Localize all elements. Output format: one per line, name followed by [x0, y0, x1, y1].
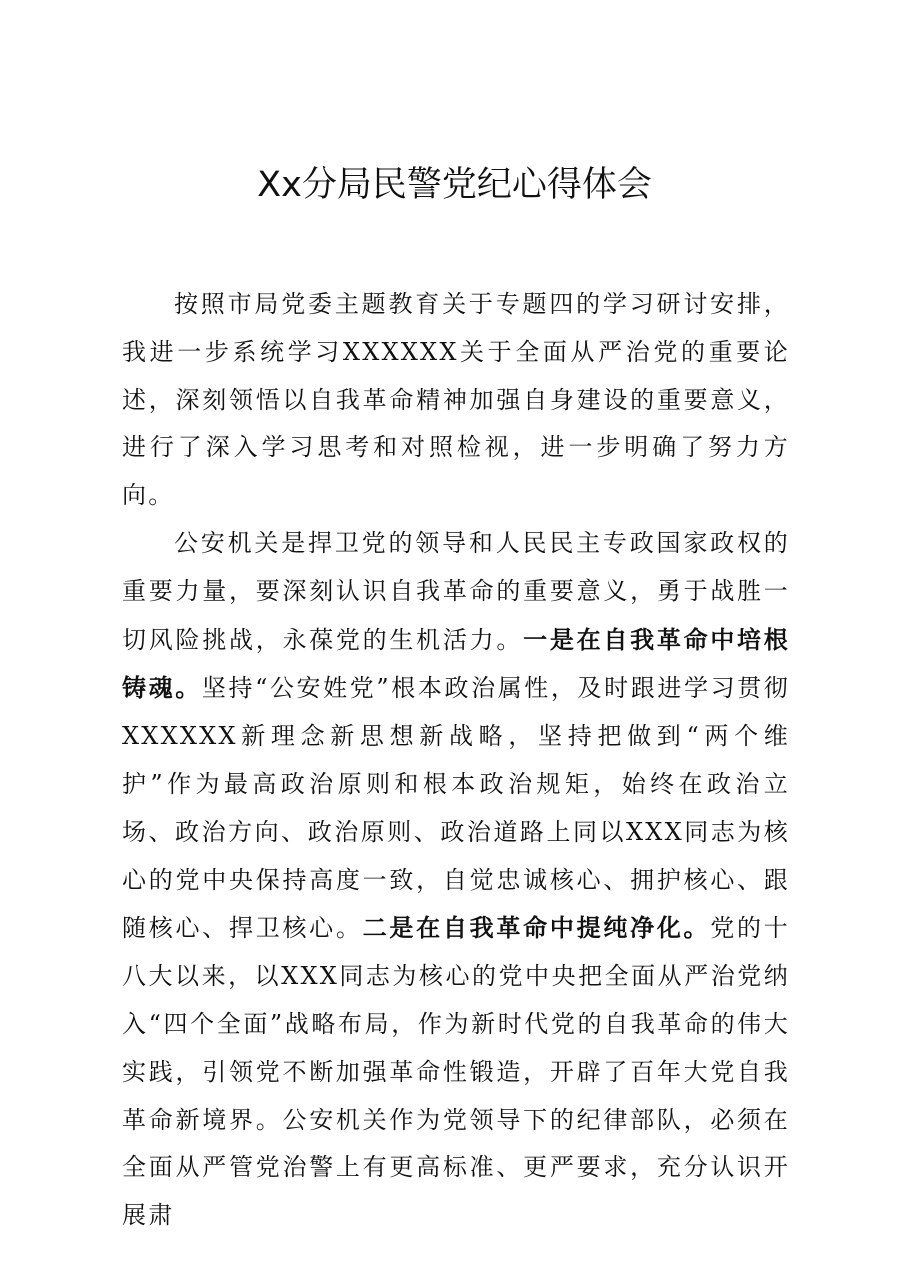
document-body	[122, 281, 790, 1240]
paragraph-2-heading-second: 二是在自我革命中提纯净化。	[362, 913, 711, 943]
paragraph-1-text: 按照市局党委主题教育关于专题四的学习研讨安排，我进一步系统学习XXXXXX关于全面从严治党的重要论述，深刻领悟以自我革命精神加强自身建设的重要意义，进行了深入学习思考和对照检视，进一步明确了努力方向。	[122, 290, 790, 510]
paragraph-1	[122, 281, 790, 520]
paragraph-2	[122, 520, 790, 1240]
paragraph-2-heading-first: 一是在自我革命中培根铸魂。	[122, 624, 790, 703]
paragraph-2-text-first: 坚持“公安姓党”根本政治属性，及时跟进学习贯彻XXXXXX新理念新思想新战略，坚持把做到“两个维护”作为最高政治原则和根本政治规矩，始终在政治立场、政治方向、政治原则、政治道路上同以XXX同志为核心的党中央保持高度一致，自觉忠诚核心、拥护核心、跟随核心、捍卫核心。	[122, 674, 791, 943]
paragraph-2-text-second: 党的十八大以来，以XXX同志为核心的党中央把全面从严治党纳入“四个全面”战略布局，作为新时代党的自我革命的伟大实践，引领党不断加强革命性锻造，开辟了百年大党自我革命新境界。公安机关作为党领导下的纪律部队，必须在全面从严管党治警上有更高标准、更严要求，充分认识开展肃	[122, 914, 790, 1230]
document-title: Xx分局民警党纪心得体会	[257, 165, 652, 205]
paragraph-2-text-intro: 公安机关是捍卫党的领导和人民民主专政国家政权的重要力量，要深刻认识自我革命的重要意义，勇于战胜一切风险挑战，永葆党的生机活力。	[122, 528, 790, 654]
